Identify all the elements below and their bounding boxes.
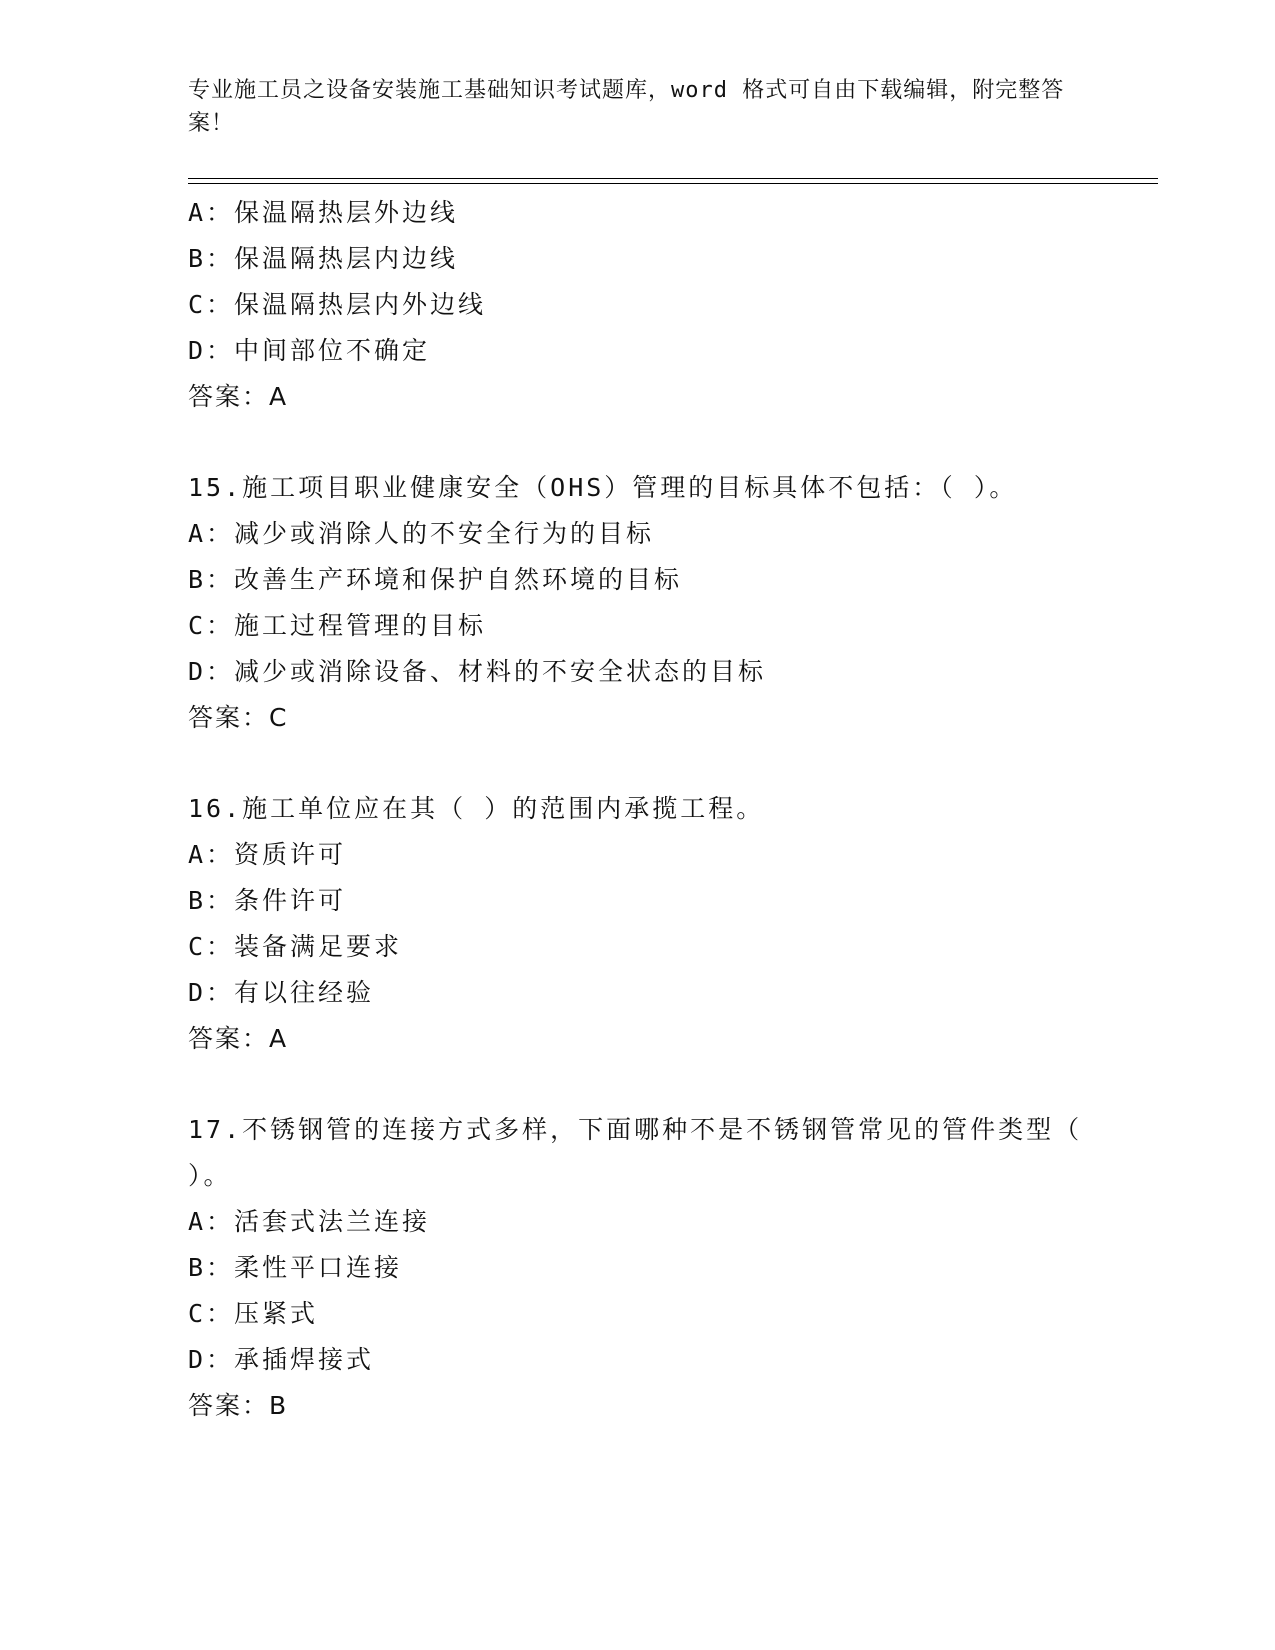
option-b: B：柔性平口连接 [188,1253,403,1282]
option-a: A：减少或消除人的不安全行为的目标 [188,519,655,548]
question-block-15 [188,465,1088,741]
option-a: A：保温隔热层外边线 [188,198,459,227]
option-c: C：施工过程管理的目标 [188,611,487,640]
option-a: A：资质许可 [188,840,347,869]
option-c: C：保温隔热层内外边线 [188,290,487,319]
header-divider-bottom [188,183,1158,184]
option-d: D：有以往经验 [188,978,375,1007]
question-block-16 [188,786,1088,1062]
option-b: B：条件许可 [188,886,347,915]
option-d: D：减少或消除设备、材料的不安全状态的目标 [188,657,767,686]
option-d: D：中间部位不确定 [188,336,431,365]
option-b: B：保温隔热层内边线 [188,244,459,273]
answer: 答案：A [188,1024,289,1053]
option-b: B：改善生产环境和保护自然环境的目标 [188,565,683,594]
document-header: 专业施工员之设备安装施工基础知识考试题库，word 格式可自由下载编辑，附完整答案！ [188,78,1065,136]
question-stem: 16.施工单位应在其（ ）的范围内承揽工程。 [188,794,765,823]
option-c: C：压紧式 [188,1299,319,1328]
header-divider-top [188,178,1158,179]
answer: 答案：C [188,703,289,732]
option-c: C：装备满足要求 [188,932,403,961]
question-list [188,190,1088,1429]
question-block-14 [188,190,1088,420]
question-stem: 17.不锈钢管的连接方式多样，下面哪种不是不锈钢管常见的管件类型（ ）。 [188,1115,1083,1190]
question-block-17 [188,1107,1088,1429]
question-stem: 15.施工项目职业健康安全（OHS）管理的目标具体不包括：（ ）。 [188,473,1018,502]
answer: 答案：A [188,382,289,411]
answer: 答案：B [188,1391,289,1420]
option-a: A：活套式法兰连接 [188,1207,431,1236]
option-d: D：承插焊接式 [188,1345,375,1374]
